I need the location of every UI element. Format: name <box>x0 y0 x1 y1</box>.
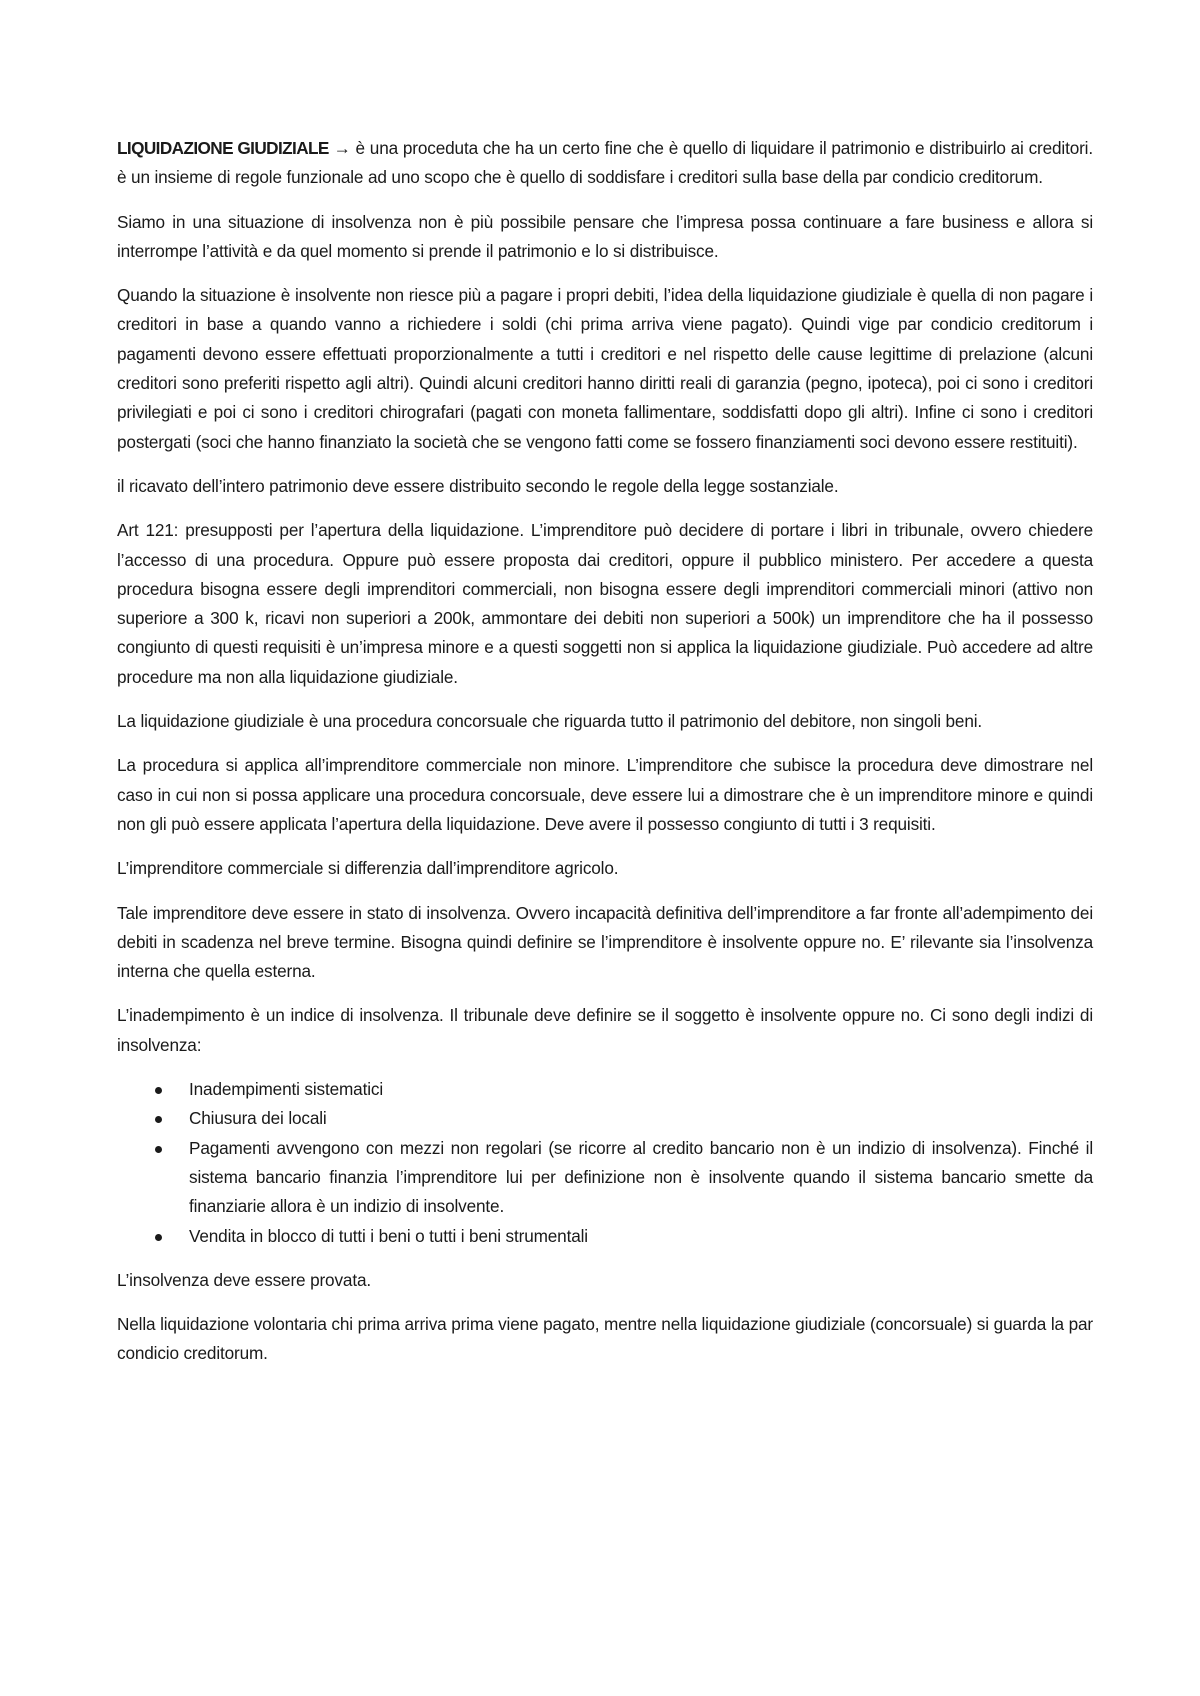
list-item: Pagamenti avvengono con mezzi non regolari (se ricorre al credito bancario non è un indizio di insolvenza). Finché il sistema bancario finanzia l’imprenditore lui per definizione non è insolvente quando il sistema bancario smette da finanziarie allora è un indizio di insolvente. <box>117 1134 1093 1222</box>
paragraph-imprenditore-agricolo: L’imprenditore commerciale si differenzia dall’imprenditore agricolo. <box>117 858 619 879</box>
paragraph-procedura-concorsuale: La liquidazione giudiziale è una procedura concorsuale che riguarda tutto il patrimonio del debitore, non singoli beni. <box>117 711 983 732</box>
list-item: Chiusura dei locali <box>117 1104 1093 1133</box>
bullet-icon <box>155 1116 162 1123</box>
list-item: Vendita in blocco di tutti i beni o tutti i beni strumentali <box>117 1222 1093 1251</box>
arrow-icon: → <box>333 138 351 158</box>
intro-text: è una proceduta che ha un certo fine che è quello di liquidare il patrimonio e distribuirlo ai creditori. è un insieme di regole funzionale ad uno scopo che è quello di soddisfare i creditori sulla base della par condicio creditorum. <box>117 138 1093 188</box>
paragraph-par-condicio: Quando la situazione è insolvente non riesce più a pagare i propri debiti, l’idea della liquidazione giudiziale è quella di non pagare i creditori in base a quando vanno a richiedere i soldi (chi prima arriva viene pagato). Quindi vige par condicio creditorum i pagamenti devono essere effettuati proporzionalmente a tutti i creditori e nel rispetto delle cause legittime di prelazione (alcuni creditori sono preferiti rispetto agli altri). Quindi alcuni creditori hanno diritti reali di garanzia (pegno, ipoteca), poi ci sono i creditori privilegiati e poi ci sono i creditori chirografari (pagati con moneta fallimentare, soddisfatti dopo gli altri). Infine ci sono i creditori postergati (soci che hanno finanziato la società che se vengono fatti come se fossero finanziamenti soci devono essere restituiti). <box>117 285 1093 452</box>
paragraph-stato-insolvenza: Tale imprenditore deve essere in stato di insolvenza. Ovvero incapacità definitiva dell’imprenditore a far fronte all’adempimento dei debiti in scadenza nel breve termine. Bisogna quindi definire se l’imprenditore è insolvente oppure no. E’ rilevante sia l’insolvenza interna che quella esterna. <box>117 902 1093 982</box>
paragraph-liquidazione-volontaria: Nella liquidazione volontaria chi prima arriva prima viene pagato, mentre nella liquidazione giudiziale (concorsuale) si guarda la par condicio creditorum. <box>117 1314 1093 1364</box>
bullet-icon <box>155 1087 162 1094</box>
intro-paragraph <box>117 134 1093 193</box>
paragraph-imprenditore-non-minore: La procedura si applica all’imprenditore commerciale non minore. L’imprenditore che subisce la procedura deve dimostrare nel caso in cui non si possa applicare una procedura concorsuale, deve essere lui a dimostrare che è un imprenditore minore e quindi non gli può essere applicata l’apertura della liquidazione. Deve avere il possesso congiunto di tutti i 3 requisiti. <box>117 755 1093 834</box>
paragraph-indizi-insolvenza: L’inadempimento è un indice di insolvenza. Il tribunale deve definire se il soggetto è insolvente oppure no. Ci sono degli indizi di insolvenza: <box>117 1005 1093 1055</box>
bullet-icon <box>155 1234 162 1241</box>
document-title: LIQUIDAZIONE GIUDIZIALE <box>117 138 329 158</box>
document-page <box>117 134 1093 1384</box>
indizi-list <box>117 1075 1093 1251</box>
list-item: Inadempimenti sistematici <box>117 1075 1093 1104</box>
paragraph-insolvenza-provata: L’insolvenza deve essere provata. <box>117 1269 371 1290</box>
bullet-icon <box>155 1146 162 1153</box>
paragraph-art-121: Art 121: presupposti per l’apertura della liquidazione. L’imprenditore può decidere di portare i libri in tribunale, ovvero chiedere l’accesso di una procedura. Oppure può essere proposta dai creditori, oppure il pubblico ministero. Per accedere a questa procedura bisogna essere degli imprenditori commerciali, non bisogna essere degli imprenditori commerciali minori (attivo non superiore a 300 k, ricavi non superiori a 200k, ammontare dei debiti non superiori a 500k) un imprenditore che ha il possesso congiunto di questi requisiti è un’impresa minore e a questi soggetti non si applica la liquidazione giudiziale. Può accedere ad altre procedure ma non alla liquidazione giudiziale. <box>117 520 1093 687</box>
paragraph-insolvenza: Siamo in una situazione di insolvenza non è più possibile pensare che l’impresa possa continuare a fare business e allora si interrompe l’attività e da quel momento si prende il patrimonio e lo si distribuisce. <box>117 211 1093 261</box>
paragraph-ricavato: il ricavato dell’intero patrimonio deve essere distribuito secondo le regole della legge sostanziale. <box>117 475 839 496</box>
